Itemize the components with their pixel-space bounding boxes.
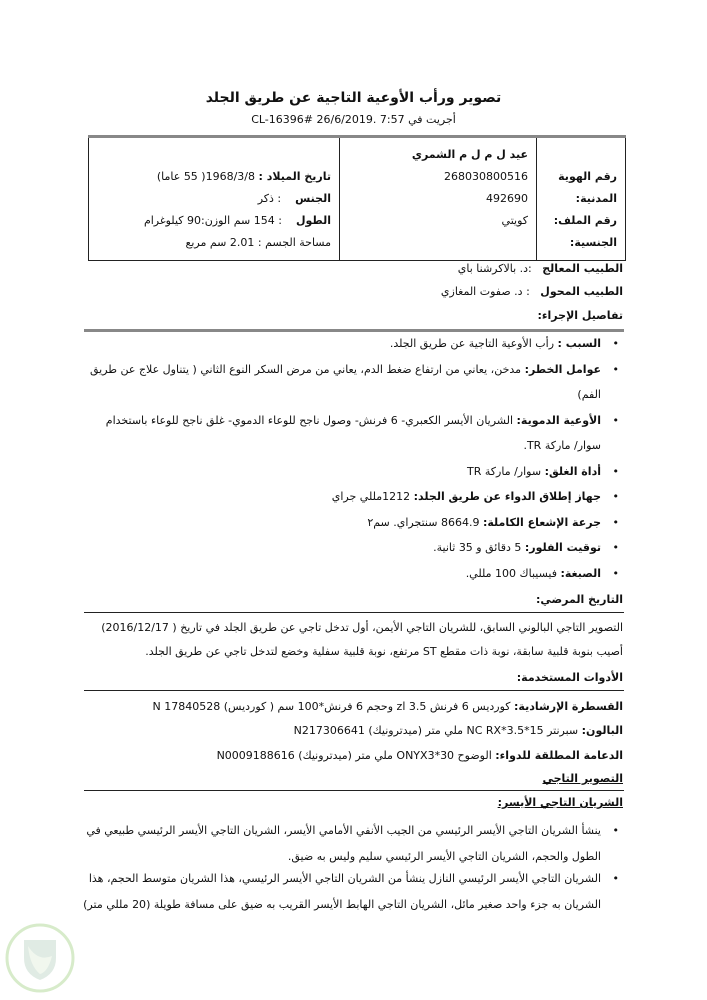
document-title: تصوير ورأب الأوعية التاجية عن طريق الجلد — [205, 90, 502, 106]
kafeel-watermark-logo — [4, 922, 76, 994]
list-item: • أداة الغلق: سوار/ ماركة TR — [81, 459, 601, 485]
referring-doctor: الطبيب المحول : د. صفوت المغازي — [440, 285, 623, 298]
procedure-date: أجريت في 7:57 .26/6/2019 CL-16396# — [251, 113, 456, 126]
history-line: التصوير التاجي البالوني السابق، للشريان التاجي الأيمن، أول تدخل تاجي عن طريق الجلد في تاريخ ( 2016/12/17) — [101, 621, 623, 634]
list-item: • الشريان التاجي الأيسر الرئيسي النازل ينشأ من الشريان التاجي الأيسر الرئيسي، هذا الشريان متوسط الحجم، هذا الشريان به جزء واحد صغير مائل، الشريان التاجي الهابط الأيسر القريب به ضيق على مسافة طويلة (20 مللي متر) — [81, 866, 601, 917]
nationality-label: الجنسية: — [569, 236, 617, 249]
left-coronary-heading: الشريان التاجي الأيسر: — [497, 796, 623, 809]
height-weight: : 154 سم الوزن:90 كيلوغرام — [143, 214, 282, 227]
angiography-list — [81, 818, 623, 917]
body-surface-area: مساحة الجسم : 2.01 سم مربع — [185, 236, 331, 249]
labels-column — [537, 137, 626, 261]
list-item: • توقيت الفلور: 5 دقائق و 35 ثانية. — [81, 535, 601, 561]
values-column — [340, 137, 537, 261]
list-item: • ينشأ الشريان التاجي الأيسر الرئيسي من الجيب الأنفي الأمامي الأيسر، الشريان التاجي الأيسر الرئيسي طبيعي في الطول والحجم، الشريان التاجي الأيسر الرئيسي سليم وليس به ضيق. — [81, 818, 601, 869]
height-label: الطول — [295, 214, 331, 227]
history-line: أصيب بنوبة قلبية سابقة، نوبة ذات مقطع ST مرتفع، نوبة قلبية سفلية وخضع لتدخل تاجي عن طريق الجلد. — [145, 645, 623, 658]
civil-id-label: رقم الهوية المدنية: — [558, 170, 617, 205]
list-item: • الصبغة: فيسيباك 100 مللي. — [81, 561, 601, 587]
list-item: • عوامل الخطر: مدخن، يعاني من ارتفاع ضغط الدم، يعاني من مرض السكر النوع الثاني ( يتناول علاج عن طريق الفم) — [81, 357, 601, 408]
list-item: • جرعة الإشعاع الكاملة: 8664.9 سنتجراي. سم٢ — [81, 510, 601, 536]
procedure-details-heading: تفاصيل الإجراء: — [537, 309, 623, 322]
list-item: • جهاز إطلاق الدواء عن طريق الجلد: 1212مللي جراي — [81, 484, 601, 510]
demographics-column — [89, 137, 340, 261]
tool-item: الدعامة المطلقة للدواء: الوضوح 30*ONYX3 ملي متر (ميدترونيك) N0009188616 — [216, 749, 623, 762]
divider — [84, 690, 624, 691]
patient-info-table — [88, 135, 626, 261]
nationality: كويتي — [501, 214, 528, 227]
list-item: • السبب : رأب الأوعية التاجية عن طريق الجلد. — [81, 331, 601, 357]
gender-label: الجنس — [295, 192, 331, 205]
tools-heading: الأدوات المستخدمة: — [516, 671, 623, 684]
procedure-list — [81, 331, 623, 586]
gender: : ذكر — [257, 192, 282, 205]
file-label: رقم الملف: — [553, 214, 617, 227]
tool-item: البالون: سبرنتر 15*3.5*NC RX ملي متر (ميدترونيك) N217306641 — [293, 724, 623, 737]
dob: 1968/3/8( 55 عاما) — [156, 170, 256, 183]
file-number: 492690 — [486, 192, 528, 205]
divider — [84, 612, 624, 613]
treating-doctor: الطبيب المعالج :د. بالاكرشنا باي — [457, 262, 623, 275]
history-heading: التاريخ المرضي: — [535, 593, 623, 606]
patient-name: عيد ل م ل م الشمري — [411, 148, 528, 161]
dob-label: تاريخ الميلاد : — [258, 170, 331, 183]
angiography-heading: التصوير التاجي — [542, 772, 623, 785]
tool-item: القسطرة الإرشادية: كورديس 6 فرنش 3.5 اz وحجم 6 فرنش*100 سم ( كورديس) N 17840528 — [152, 700, 623, 713]
civil-id: 268030800516 — [444, 170, 528, 183]
list-item: • الأوعية الدموية: الشريان الأيسر الكعبري- 6 فرنش- وصول ناجح للوعاء الدموي- غلق ناجح للوعاء باستخدام سوار/ ماركة TR. — [81, 408, 601, 459]
